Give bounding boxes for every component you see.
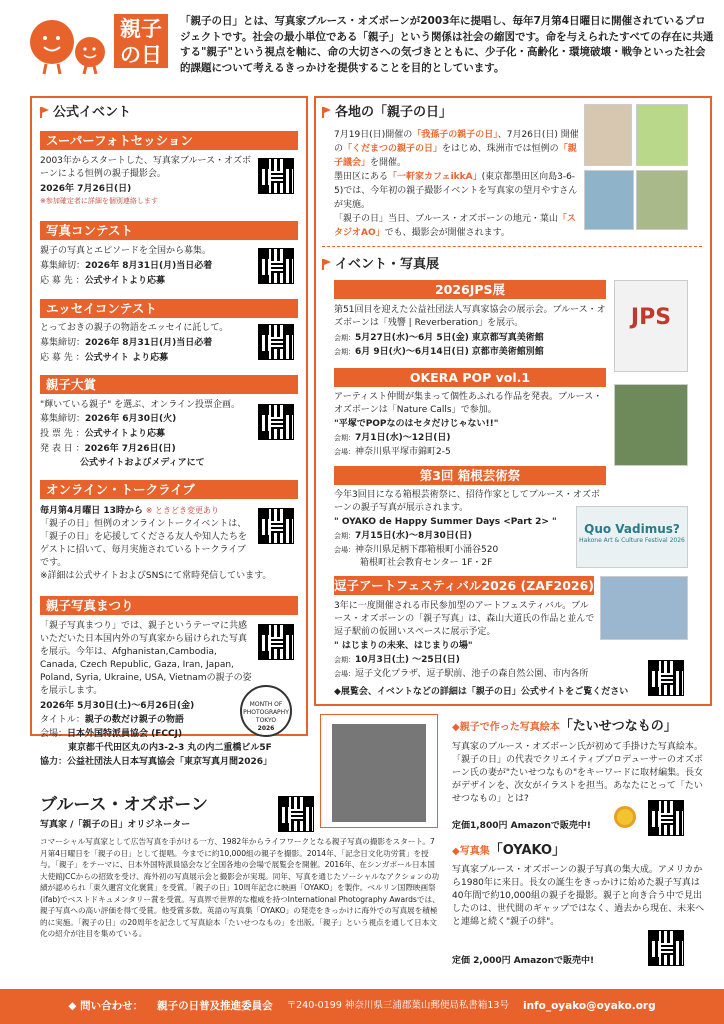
festival-body: 「親子写真まつり」では、親子というテーマに共感いただいた日本国内外の写真家から届けられた写真を展示。今年は、Afghanistan,Cambodia, Canada, Czech Republic, Gaza, Iran, Japan, Poland, Syria, Ukraine, USA, Vietnamの親子の姿を展示します。 (40, 621, 252, 696)
award-qr-code[interactable] (258, 404, 294, 440)
regional-body8: でも、撮影会が開催されます。 (384, 228, 510, 238)
award-body: "輝いている親子" を選ぶ、オンライン投票企画。 (40, 400, 241, 410)
contest-apply: 公式サイトより応募 (84, 276, 165, 286)
logo (114, 14, 168, 68)
regional-body6: (東京都墨田区向島3-6-5)では、今年初の親子撮影イベントを写真家の望月やすさんが実施。 (334, 172, 578, 210)
events-qr-code[interactable] (648, 660, 684, 696)
okera-title: OKERA POP vol.1 (334, 368, 606, 387)
profile-role: 写真家 /「親子の日」オリジネーター (40, 820, 191, 830)
hakone-date-label: 会期： (334, 532, 355, 540)
events-heading (322, 256, 439, 274)
regional-photo-3 (636, 170, 688, 230)
okera-venue-label: 会場： (334, 448, 355, 456)
book2-qr-code[interactable] (648, 930, 684, 966)
book1-pre: ◆親子で作った写真絵本 (452, 722, 560, 733)
profile-body: コマーシャル写真家として広告写真を手がける一方、1982年からライフワークとなる親子写真の撮影をスタート。7月第4日曜日を「親子の日」として提唱。今までに約10,000組の親子を撮影。2014年、「記念日文化功労賞」を授与。「親子」をテーマに、日本外国特派員協会など全国各地の会場で展覧会を開催。2016年、在シンガポール日本国大使館JCCからの招致を受け、海外初の写真展示会と撮影会が実現。同年、写真を通じたソーシャルなアクションの功績が認められ「東久邇宮文化褒賞」を受賞。「親子の日」10周年記念に映画「OYAKO」を製作。ベルリン国際映画祭(ifab)でベストドキュメンタリー賞を受賞。写真界で世界的な権威を持つInternational Photography Awardsでは、親子写真への高い評価を得て受賞。他受賞多数。英語の写真集「OYAKO」の発売をきっかけに海外での写真展を積極的に実施。「親子の日」の20周年を記念して写真絵本「たいせつなもの」を出版。「親子」という視点を通して日本文化の紹介が注目を集めている。 (40, 837, 440, 938)
hakone-quote: " OYAKO de Happy Summer Days <Part 2> " (334, 517, 557, 527)
events-footer-note: ◆展覧会、イベントなどの詳細は「親子の日」公式サイトをご覧ください (334, 687, 629, 697)
book2-body: 写真家ブルース・オズボーンの親子写真の集大成。アメリカから1980年に来日。長女の誕生をきっかけに始めた親子写真は40年間で約10,000組の親子を撮影。親子と向き合う中で見出したのは、世代間のギャップではなく、過去から現在、未来へと連綿と続く"親子の絆"。 (452, 865, 705, 927)
flag-icon (322, 107, 331, 118)
regional-body1: 7月19日(日)開催の (334, 130, 413, 140)
official-heading (40, 104, 131, 122)
regional-body5: 墨田区にある (334, 172, 389, 182)
okera-venue: 神奈川県平塚市錦町2-5 (355, 447, 451, 457)
jps-s1-label: 会期： (334, 334, 355, 342)
regional-hl3: 「親子議会」 (334, 144, 577, 168)
talk-qr-code[interactable] (258, 508, 294, 544)
zushi-date-label: 会期： (334, 656, 355, 664)
regional-body4: を開催。 (370, 158, 407, 168)
footer-address: 〒240-0199 神奈川県三浦郡葉山郵便局私書箱13号 (286, 1000, 509, 1012)
book1-qr-code[interactable] (648, 800, 684, 836)
regional-body (334, 128, 580, 240)
hakone-venue2: 箱根町社会教育センター 1F・2F (360, 558, 493, 568)
flag-icon (40, 107, 49, 118)
okera-date: 7月1日(水)〜12日(日) (355, 433, 451, 443)
okera-photo (614, 384, 688, 466)
zushi-venue: 逗子文化プラザ、逗子駅前、池子の森自然公園、市内各所 (355, 669, 589, 679)
hakone-body: 今年3回目になる箱根芸術祭に、招待作家としてブルース・オズボーンの親子写真が展示されます。 (334, 490, 600, 513)
profile-qr-code[interactable] (278, 796, 314, 832)
jps-s2-label: 会期： (334, 348, 355, 356)
festival-title: 親子写真まつり (40, 596, 298, 615)
footer-org: 親子の日普及推進委員会 (157, 1000, 273, 1013)
contest-title: 写真コンテスト (40, 221, 298, 240)
talk-title: オンライン・トークライブ (40, 480, 298, 499)
divider (322, 246, 702, 247)
footer-contact: ◆ 問い合わせ： (68, 1000, 144, 1013)
award-deadline-label: 募集締切： (40, 414, 86, 424)
mascot-icon (22, 14, 112, 76)
seal-year: 2026 (257, 725, 275, 732)
okera-body: アーティスト仲間が集まって個性あふれる作品を発表。ブルース・オズボーンは「Nature Calls」で参加。 (334, 392, 603, 415)
award-announce: 2026年 7月26日(日) (84, 444, 176, 454)
award-vote: 公式サイトより応募 (84, 429, 165, 439)
essay-deadline: 2026年 8月31日(月)当日必着 (85, 338, 213, 348)
hakone-venue-label: 会場： (334, 546, 355, 554)
okera-date-label: 会期： (334, 434, 355, 442)
zushi-photo (600, 576, 688, 640)
regional-body7: 「親子の日」当日、ブルース・オズボーンの地元・葉山 (334, 214, 558, 224)
contest-apply-label: 応 募 先 ： (40, 276, 85, 286)
zushi-quote: " はじまりの未来、はじまりの場" (334, 641, 473, 651)
zushi-date: 10月3日(土) 〜25日(日) (355, 655, 460, 665)
hakone-poster-title: Quo Vadimus? (584, 522, 680, 536)
essay-deadline-label: 募集締切： (40, 338, 86, 348)
okera-quote: "平塚でPOPなのはセタだけじゃない!!" (334, 419, 499, 429)
super-body: 2003年からスタートした、写真家ブルース・オズボーンによる恒例の親子撮影会。 (40, 156, 252, 179)
jps-poster: JPS (614, 280, 688, 372)
super-title: スーパーフォトセッション (40, 131, 298, 150)
regional-hl1: 「我孫子の親子の日」 (412, 130, 498, 140)
contest-qr-code[interactable] (258, 248, 294, 284)
award-announce-label: 発 表 日 ： (40, 444, 85, 454)
hakone-poster-sub: Hakone Art & Culture Festival 2026 (579, 537, 685, 545)
jps-s1: 5月27日(水)〜6月 5日(金) (355, 333, 469, 343)
logo-line1: 親子 (120, 17, 162, 41)
regional-hl2: 「くだまつの親子の日」 (343, 144, 443, 154)
contest-deadline-label: 募集締切： (40, 261, 86, 271)
regional-body3: をはじめ、珠洲市では恒例の (442, 144, 559, 154)
zushi-title: 逗子アートフェスティバル2026 (ZAF2026) (334, 578, 595, 593)
super-date: 2026年 7月26日(日) (40, 184, 132, 194)
essay-title: エッセイコンテスト (40, 299, 298, 318)
festival-address: 東京都千代田区丸の内3-2-3 丸の内二重橋ビル5F (68, 743, 272, 753)
contest-body: 親子の写真とエピソードを全国から募集。 (40, 246, 212, 256)
award-deadline: 2026年 6月30日(火) (85, 414, 177, 424)
sunflower-icon (614, 806, 636, 828)
regional-heading-text: 各地の「親子の日」 (335, 105, 453, 120)
jps-s1-venue: 東京都写真美術館 (471, 333, 544, 343)
talk-note: ※詳細は公式サイトおよびSNSにて常時発信しています。 (40, 571, 272, 581)
festival-venue-label: 会場： (40, 729, 68, 739)
super-note: ※参加確定者に詳細を個別連絡します (40, 197, 158, 205)
festival-title-label: タイトル： (40, 715, 85, 725)
book1-body: 写真家のブルース・オズボーン氏が初めて手掛けた写真絵本。「親子の日」の代表でクリエイティブプロデューサーのオズボーン氏の妻が"たいせつなもの"をキーワードに取材編集。長女がデザインを、次女がイラストを担当。あなたにとって「たいせつなもの」とは? (452, 742, 704, 804)
talk-schedule: 毎月第4月曜日 13時から (40, 506, 143, 516)
events-heading-text: イベント・写真展 (335, 257, 440, 272)
festival-title-value: 親子の数だけ親子の物語 (84, 715, 184, 725)
essay-apply-label: 応 募 先 ： (40, 353, 85, 363)
award-announce2: 公式サイトおよびメディアにて (80, 458, 205, 468)
footer-email[interactable]: info_oyako@oyako.org (522, 1000, 656, 1013)
award-title: 親子大賞 (40, 375, 298, 394)
regional-heading (322, 104, 452, 122)
book2-title: 「OYAKO」 (489, 843, 566, 858)
profile-name: ブルース・オズボーン (40, 795, 208, 815)
festival-venue: 日本外国特派員協会 (FCCJ) (67, 729, 183, 739)
festival-qr-code[interactable] (258, 624, 294, 660)
bruce-osborn-portrait (332, 724, 426, 822)
award-vote-label: 投 票 先 ： (40, 429, 85, 439)
essay-qr-code[interactable] (258, 324, 294, 360)
photo-month-seal-icon (240, 685, 292, 737)
regional-hl4: 「一軒家カフェikkA」 (388, 172, 482, 182)
talk-schedule-note: ※ ときどき変更あり (145, 506, 220, 515)
intro-text: 「親子の日」とは、写真家ブルース・オズボーンが2003年に提唱し、毎年7月第4日曜日に開催されているプロジェクトです。社会の最小単位である「親子」という関係は社会の縮図です。命を与えられたすべての存在に共通する"親子"という視点を軸に、命の大切さへの気づきとともに、少子化・高齢化・環境破壊・戦争といった社会的課題について考えるきっかけを提供することを目的としています。 (180, 15, 714, 74)
regional-photo-1 (584, 104, 632, 166)
hakone-poster (576, 506, 688, 568)
talk-body: 「親子の日」恒例のオンライントークイベントは、「親子の日」を応援してくださる友人や知人たちをゲストに招いて、毎月実施されているトークライブです。 (40, 519, 248, 568)
logo-line2: の日 (120, 43, 162, 67)
jps-title: 2026JPS展 (334, 280, 606, 299)
book2-price: 定価 2,000円 Amazonで販売中! (452, 956, 595, 966)
hakone-venue: 神奈川県足柄下郡箱根町小涌谷520 (355, 545, 499, 555)
regional-photo-2 (584, 170, 634, 230)
zushi-body: 3年に一度開催される市民参加型のアートフェスティバル。ブルース・オズボーンの「親子写真」は、森山大道氏の作品と並んで逗子駅前の仮囲いスペースに展示予定。 (334, 601, 595, 637)
jps-s2-venue: 京都市美術館別館 (471, 347, 544, 357)
hakone-title: 第3回 箱根芸術祭 (334, 466, 606, 485)
official-heading-text: 公式イベント (53, 105, 132, 120)
essay-apply: 公式サイト より応募 (84, 353, 169, 363)
book2-pre: ◆写真集 (452, 846, 490, 857)
footer (0, 989, 724, 1024)
super-qr-code[interactable] (258, 158, 294, 194)
festival-date: 2026年 5月30日(土)〜6月26日(金) (40, 701, 195, 711)
jps-s2: 6月 9日(火)〜6月14日(日) (355, 347, 469, 357)
zushi-venue-label: 会場： (334, 670, 355, 678)
festival-coop: 協力：公益社団法人日本写真協会「東京写真月間2026」 (40, 757, 273, 767)
hakone-date: 7月15日(水)〜8月30日(日) (355, 531, 473, 541)
seal-text: MONTH OF PHOTOGRAPHY TOKYO (243, 701, 289, 724)
jps-body: 第51回目を迎えた公益社団法人写真家協会の展示会。ブルース・オズボーンは「残響 | Reverberation」を展示。 (334, 305, 606, 328)
book1-price: 定価1,800円 Amazonで販売中! (452, 821, 591, 831)
regional-poster (636, 104, 688, 166)
essay-body: とっておきの親子の物語をエッセイに託して。 (40, 323, 229, 333)
contest-deadline: 2026年 8月31日(月)当日必着 (85, 261, 213, 271)
regional-hl5: 「スタジオAO」 (334, 214, 576, 238)
flag-icon (322, 259, 331, 270)
regional-body2: 、7月26日(日) 開催の (334, 130, 579, 154)
book1-title: 「たいせつなもの」 (559, 719, 677, 734)
